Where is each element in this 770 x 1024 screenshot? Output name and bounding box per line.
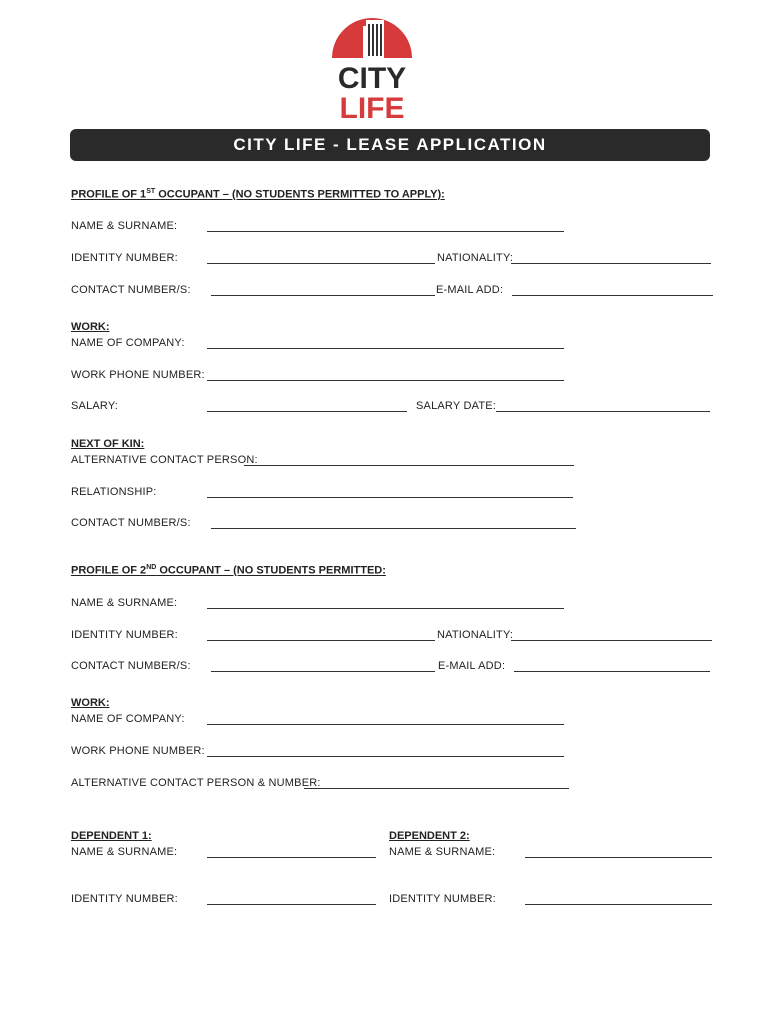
occ1-contact-field[interactable] bbox=[211, 295, 435, 296]
occ2-work-phone-field[interactable] bbox=[207, 756, 564, 757]
occ1-kin-contact-field[interactable] bbox=[211, 528, 576, 529]
occ1-salary-field[interactable] bbox=[207, 411, 407, 412]
form-title: CITY LIFE - LEASE APPLICATION bbox=[233, 135, 547, 154]
occ1-name-label: NAME & SURNAME: bbox=[71, 220, 178, 232]
svg-text:CITY: CITY bbox=[337, 62, 407, 95]
occ1-contact-label: CONTACT NUMBER/S: bbox=[71, 284, 191, 296]
city-life-logo bbox=[330, 8, 414, 124]
occ1-relationship-label: RELATIONSHIP: bbox=[71, 486, 157, 498]
occ1-email-label: E-MAIL ADD: bbox=[436, 284, 504, 296]
occ2-email-label: E-MAIL ADD: bbox=[438, 660, 506, 672]
occupant2-heading: PROFILE OF 2ND OCCUPANT – (NO STUDENTS PERMITTED: bbox=[71, 564, 386, 577]
dep2-name-label: NAME & SURNAME: bbox=[389, 846, 496, 858]
occ1-work-phone-label: WORK PHONE NUMBER: bbox=[71, 369, 205, 381]
occ2-nationality-field[interactable] bbox=[511, 640, 712, 641]
occupant1-heading: PROFILE OF 1ST OCCUPANT – (NO STUDENTS PERMITTED TO APPLY): bbox=[71, 188, 445, 201]
occ1-nationality-field[interactable] bbox=[511, 263, 711, 264]
dependent2-heading: DEPENDENT 2: bbox=[389, 830, 470, 842]
logo-building-icon bbox=[330, 8, 414, 124]
occ2-work-phone-label: WORK PHONE NUMBER: bbox=[71, 745, 205, 757]
dep2-id-label: IDENTITY NUMBER: bbox=[389, 893, 496, 905]
occ1-email-field[interactable] bbox=[512, 295, 713, 296]
occ2-company-field[interactable] bbox=[207, 724, 564, 725]
occ2-company-label: NAME OF COMPANY: bbox=[71, 713, 185, 725]
occ1-company-field[interactable] bbox=[207, 348, 564, 349]
occ2-nationality-label: NATIONALITY: bbox=[437, 629, 514, 641]
occ2-id-label: IDENTITY NUMBER: bbox=[71, 629, 178, 641]
occ1-salary-label: SALARY: bbox=[71, 400, 119, 412]
occ1-kin-heading: NEXT OF KIN: bbox=[71, 438, 145, 450]
occ2-contact-field[interactable] bbox=[211, 671, 435, 672]
occ2-work-heading: WORK: bbox=[71, 697, 110, 709]
dep2-name-field[interactable] bbox=[525, 857, 712, 858]
occ1-nationality-label: NATIONALITY: bbox=[437, 252, 514, 264]
dep1-id-field[interactable] bbox=[207, 904, 376, 905]
occ2-contact-label: CONTACT NUMBER/S: bbox=[71, 660, 191, 672]
occ1-salary-date-field[interactable] bbox=[496, 411, 710, 412]
dep1-name-field[interactable] bbox=[207, 857, 376, 858]
occ1-alt-contact-field[interactable] bbox=[244, 465, 574, 466]
occ1-work-heading: WORK: bbox=[71, 321, 110, 333]
form-title-bar bbox=[70, 129, 710, 161]
occ1-id-field[interactable] bbox=[207, 263, 435, 264]
occ1-relationship-field[interactable] bbox=[207, 497, 573, 498]
occ2-name-label: NAME & SURNAME: bbox=[71, 597, 178, 609]
occ1-name-field[interactable] bbox=[207, 231, 564, 232]
occ1-company-label: NAME OF COMPANY: bbox=[71, 337, 185, 349]
dep1-id-label: IDENTITY NUMBER: bbox=[71, 893, 178, 905]
dep2-id-field[interactable] bbox=[525, 904, 712, 905]
occ2-alt-contact-label: ALTERNATIVE CONTACT PERSON & NUMBER: bbox=[71, 777, 321, 789]
occ1-salary-date-label: SALARY DATE: bbox=[416, 400, 497, 412]
dep1-name-label: NAME & SURNAME: bbox=[71, 846, 178, 858]
occ2-alt-contact-field[interactable] bbox=[304, 788, 569, 789]
occ1-work-phone-field[interactable] bbox=[207, 380, 564, 381]
occ1-alt-contact-label: ALTERNATIVE CONTACT PERSON: bbox=[71, 454, 258, 466]
dependent1-heading: DEPENDENT 1: bbox=[71, 830, 152, 842]
occ1-kin-contact-label: CONTACT NUMBER/S: bbox=[71, 517, 191, 529]
occ2-id-field[interactable] bbox=[207, 640, 435, 641]
occ1-id-label: IDENTITY NUMBER: bbox=[71, 252, 178, 264]
svg-text:LIFE: LIFE bbox=[339, 92, 405, 124]
occ2-name-field[interactable] bbox=[207, 608, 564, 609]
occ2-email-field[interactable] bbox=[514, 671, 710, 672]
